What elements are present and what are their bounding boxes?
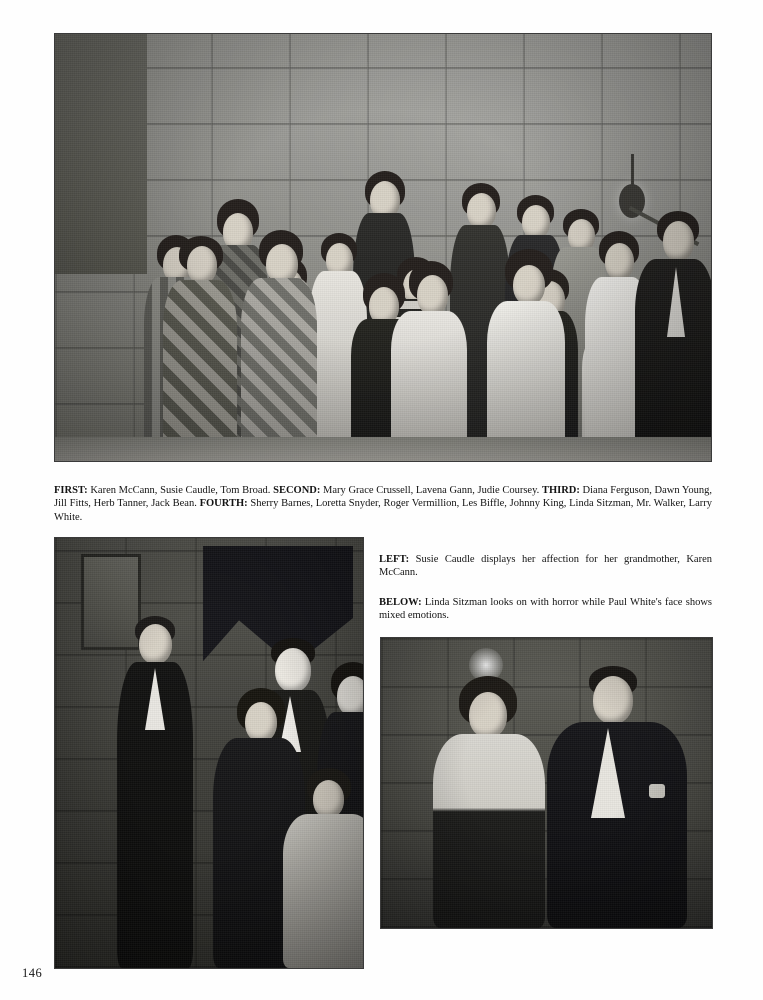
cast-member xyxy=(163,236,239,461)
cast-group-photo xyxy=(54,33,712,462)
cast-member-man xyxy=(541,666,691,928)
cast-member xyxy=(487,249,567,461)
caption-second-label: SECOND: xyxy=(273,485,321,496)
stage-floor xyxy=(55,437,711,461)
caption-first-label: FIRST: xyxy=(54,485,88,496)
cast-member xyxy=(241,226,319,461)
left-photo-caption xyxy=(379,553,712,580)
caption-below-text: Linda Sitzman looks on with horror while Paul White's face shows mixed emotions. xyxy=(379,597,712,622)
caption-left-text: Susie Caudle displays her affection for her grandmother, Karen McCann. xyxy=(379,554,712,579)
caption-third-label: THIRD: xyxy=(541,485,580,496)
caption-below-label: BELOW: xyxy=(379,597,422,608)
wall-recess xyxy=(55,34,147,274)
cast-member xyxy=(635,211,712,461)
group-photo-caption xyxy=(54,484,712,524)
scene-photo-below xyxy=(380,637,713,929)
caption-third-text: Diana Ferguson, Dawn Young, Jill Fitts, Herb Tanner, Jack Bean. xyxy=(54,485,713,510)
wristwatch xyxy=(649,784,665,798)
cast-member-tuxedo xyxy=(111,616,197,968)
cast-member xyxy=(391,261,469,461)
scene-photo-left xyxy=(54,537,364,969)
caption-left-label: LEFT: xyxy=(379,554,410,565)
caption-fourth-text: Sherry Barnes, Loretta Snyder, Roger Vermillion, Les Biffle, Johnny King, Linda Sitzman, Mr. Walker, Larry White. xyxy=(54,498,712,523)
below-photo-caption xyxy=(379,596,712,623)
caption-fourth-label: FOURTH: xyxy=(199,498,248,510)
caption-first-text: Karen McCann, Susie Caudle, Tom Broad. xyxy=(87,485,274,496)
page-number: 146 xyxy=(22,966,43,980)
cast-member-woman xyxy=(429,676,549,928)
caption-second-text: Mary Grace Crussell, Lavena Gann, Judie Coursey. xyxy=(320,485,542,496)
cast-member-kneeling xyxy=(283,768,364,968)
